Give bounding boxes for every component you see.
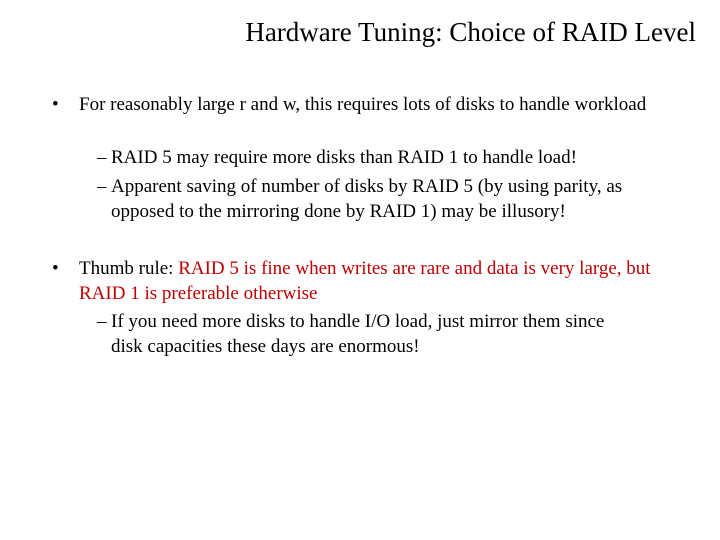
sub-bullet-text: Apparent saving of number of disks by RAID 5 (by using parity, as opposed to the mirroring done by RAID 1) may be illusory! [111, 176, 623, 222]
sub-bullet-text: If you need more disks to handle I/O load, just mirror them since disk capacities these days are enormous! [111, 311, 605, 357]
bullet-marker: • [52, 94, 59, 115]
sub-bullet-marker: – [97, 176, 107, 197]
sub-bullet-marker: – [97, 311, 107, 332]
bullet-highlight: RAID 5 is fine when writes are rare and data is very large, but RAID 1 is preferable otherwise [79, 258, 651, 304]
bullet-marker: • [52, 258, 59, 279]
sub-bullet-marker: – [97, 147, 107, 168]
bullet-text [79, 256, 679, 306]
bullet-prefix: Thumb rule: [79, 258, 179, 279]
slide-title: Hardware Tuning: Choice of RAID Level [245, 17, 696, 47]
sub-bullet-text: RAID 5 may require more disks than RAID 1 to handle load! [111, 147, 577, 168]
bullet-text: For reasonably large r and w, this requires lots of disks to handle workload [79, 94, 647, 115]
